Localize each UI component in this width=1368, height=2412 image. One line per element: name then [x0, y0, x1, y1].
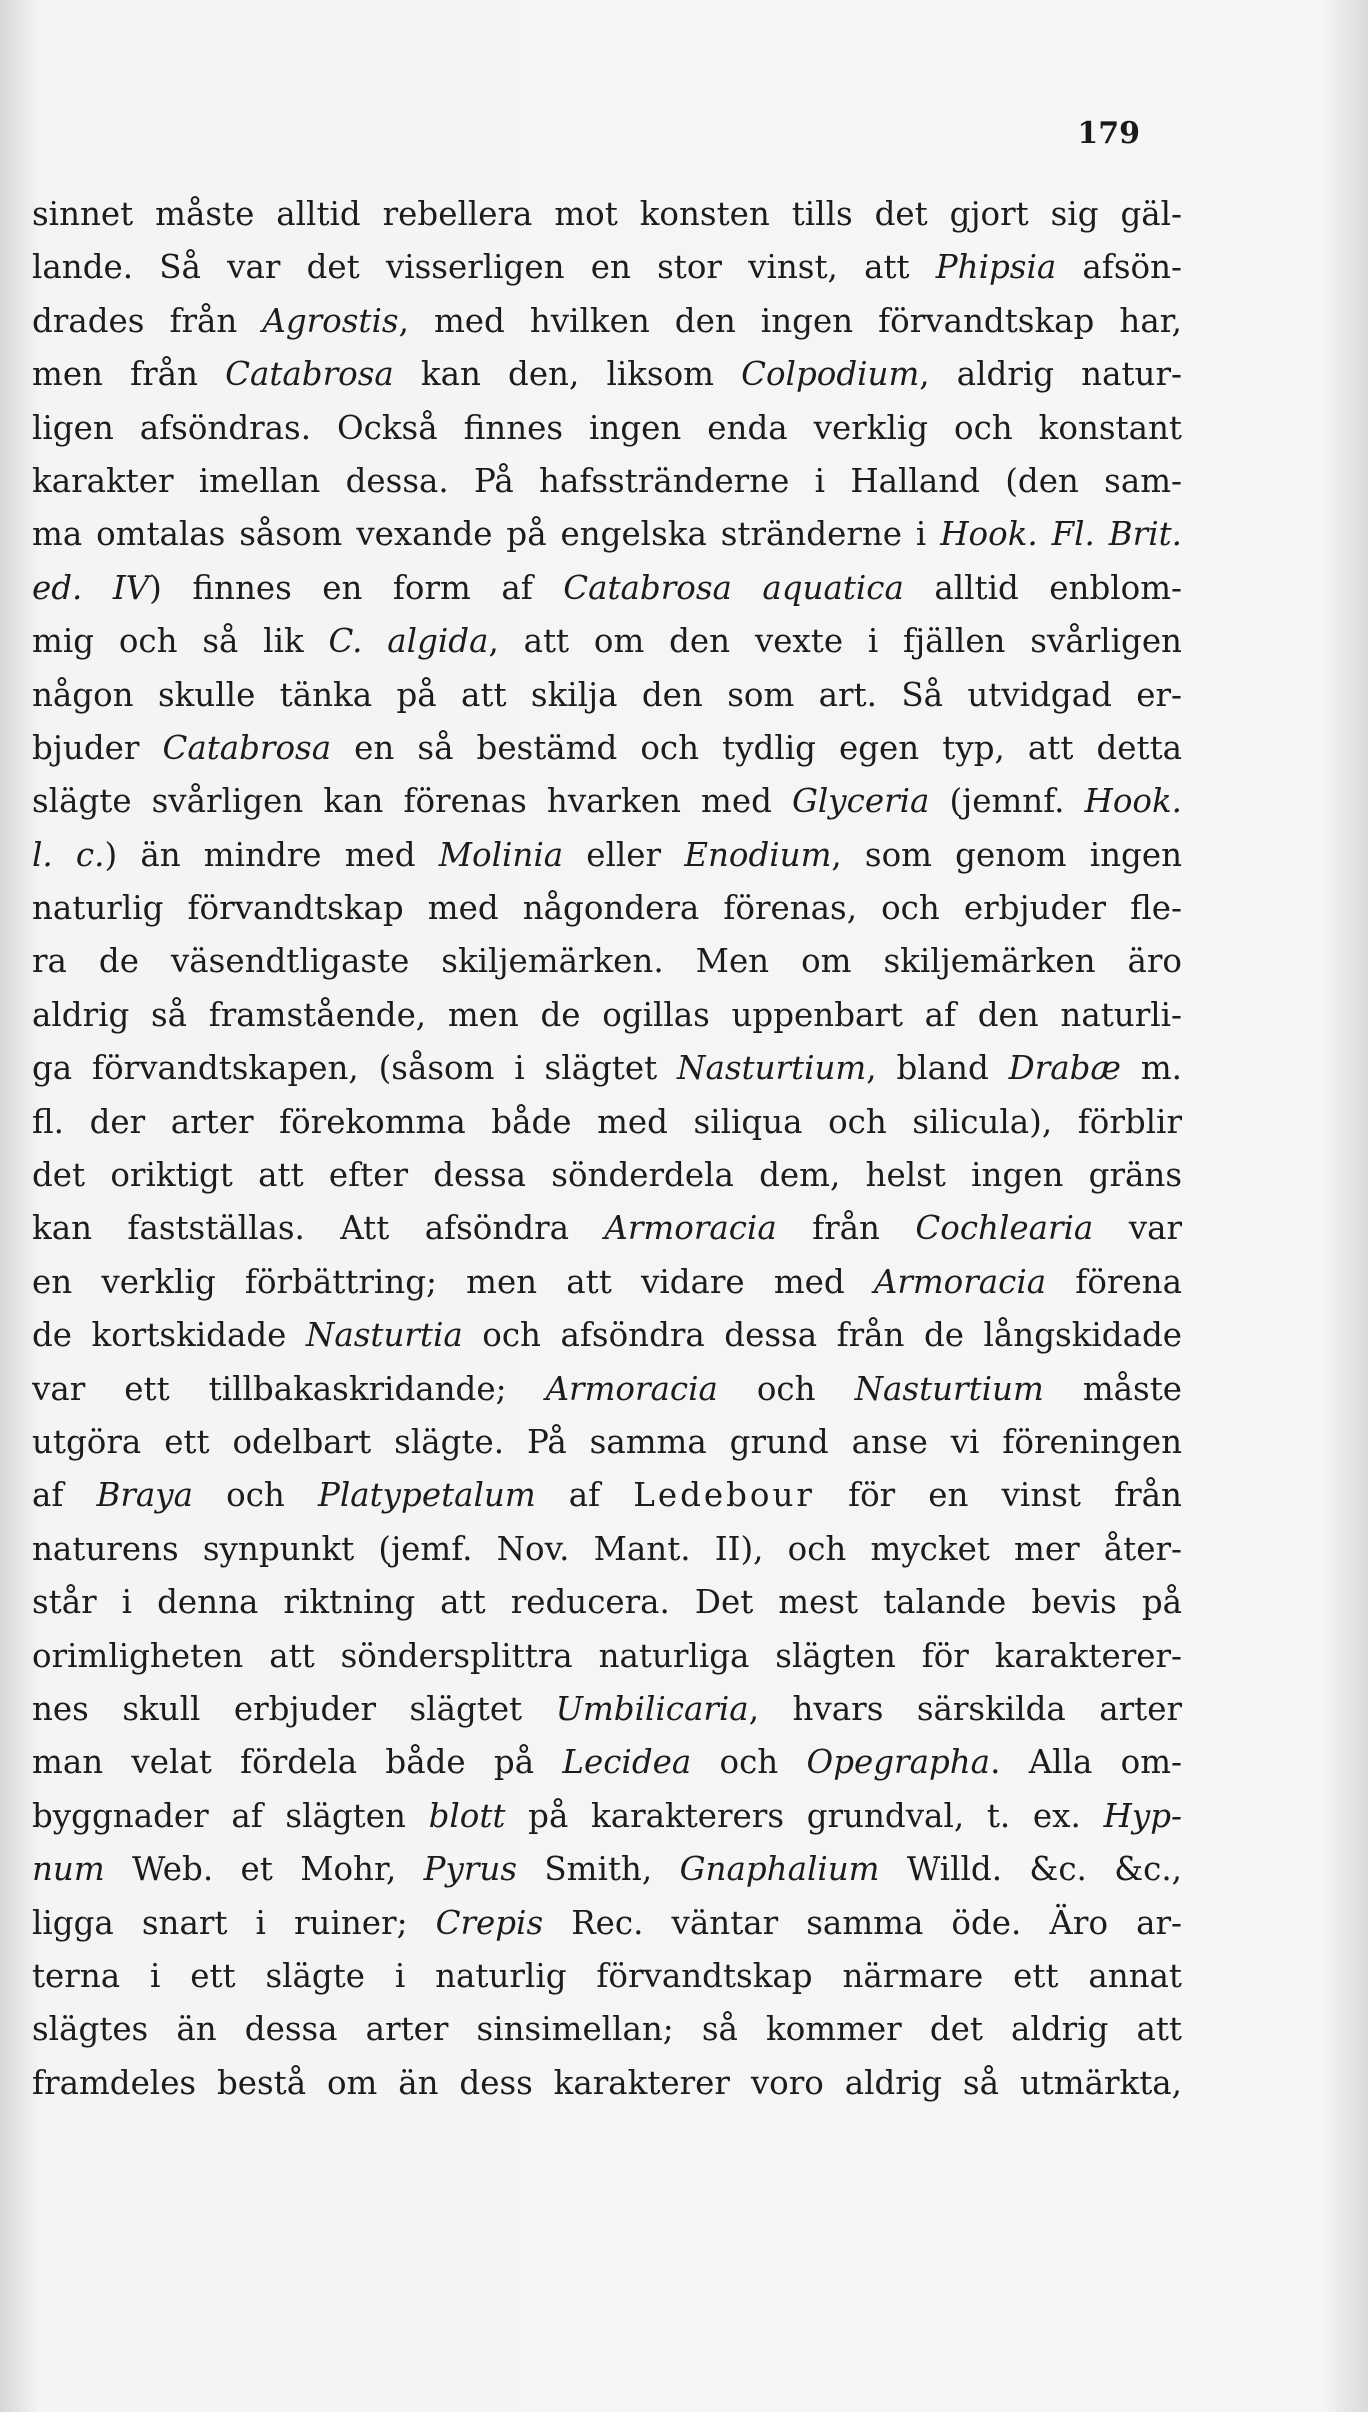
- text-line: [32, 1256, 1182, 1309]
- italic-text: Armoracia: [545, 1369, 718, 1408]
- text-line: [32, 1149, 1182, 1202]
- italic-text: Crepis: [435, 1903, 544, 1942]
- italic-text: Gnaphalium: [679, 1850, 880, 1889]
- text-line: [32, 722, 1182, 775]
- text-segment: karakter imellan dessa. På hafsstränderne i Halland (den sam-: [32, 461, 1182, 500]
- text-segment: ) finnes en form af: [149, 568, 564, 607]
- italic-text: C. algida: [328, 622, 489, 661]
- text-line: [32, 1736, 1182, 1789]
- text-segment: bjuder: [32, 728, 163, 767]
- text-segment: fl. der arter förekomma både med siliqua och silicula), förblir: [32, 1102, 1182, 1141]
- text-line: [32, 1897, 1182, 1950]
- text-segment: de kortskidade: [32, 1316, 306, 1355]
- text-segment: förena: [1046, 1262, 1182, 1301]
- text-line: [32, 1950, 1182, 2003]
- text-segment: utgöra ett odelbart slägte. På samma grund anse vi föreningen: [32, 1422, 1182, 1461]
- text-segment: framdeles bestå om än dess karakterer voro aldrig så utmärkta,: [32, 2063, 1182, 2102]
- text-line: [32, 829, 1182, 882]
- text-segment: det oriktigt att efter dessa sönderdela dem, helst ingen gräns: [32, 1156, 1182, 1195]
- text-segment: ligen afsöndras. Också finnes ingen enda verklig och konstant: [32, 408, 1182, 447]
- text-line: [32, 188, 1182, 241]
- text-segment: man velat fördela både på: [32, 1743, 563, 1782]
- text-segment: byggnader af slägten: [32, 1796, 429, 1835]
- text-segment: , som genom ingen: [831, 835, 1182, 874]
- text-segment: och: [691, 1743, 807, 1782]
- text-segment: Ledebour: [633, 1476, 815, 1515]
- italic-text: Catabrosa: [162, 728, 332, 767]
- italic-text: l. c.: [32, 835, 105, 874]
- text-segment: mig och så lik: [32, 622, 329, 661]
- text-line: [32, 1416, 1182, 1469]
- italic-text: Catabrosa: [225, 355, 394, 394]
- text-segment: måste: [1043, 1369, 1182, 1408]
- text-segment: naturens synpunkt (jemf. Nov. Mant. II), och mycket mer åter-: [32, 1529, 1182, 1568]
- italic-text: Lecidea: [562, 1743, 692, 1782]
- text-line: [32, 669, 1182, 722]
- text-line: [32, 1523, 1182, 1576]
- italic-text: Armoracia: [604, 1209, 777, 1248]
- text-line: [32, 1790, 1182, 1843]
- text-segment: var ett tillbakaskridande;: [32, 1369, 546, 1408]
- text-segment: från: [776, 1209, 916, 1248]
- text-segment: , bland: [866, 1049, 1009, 1088]
- text-line: [32, 562, 1182, 615]
- text-segment: en så bestämd och tydlig egen typ, att detta: [331, 728, 1182, 767]
- text-segment: eller: [563, 835, 685, 874]
- text-segment: men från: [32, 355, 226, 394]
- body-text: [32, 188, 1182, 2110]
- text-segment: Web. et Mohr,: [104, 1850, 424, 1889]
- text-segment: står i denna riktning att reducera. Det mest talande bevis på: [32, 1583, 1182, 1622]
- italic-text: Hyp-: [1103, 1796, 1182, 1835]
- text-line: [32, 2057, 1182, 2110]
- italic-text: Braya: [96, 1476, 194, 1515]
- italic-text: Armoracia: [873, 1262, 1047, 1301]
- text-segment: af: [535, 1476, 634, 1515]
- italic-text: Catabrosa aquatica: [563, 568, 904, 607]
- text-segment: Willd. &c. &c.,: [879, 1850, 1182, 1889]
- text-segment: för en vinst från: [814, 1476, 1182, 1515]
- text-line: [32, 882, 1182, 935]
- text-segment: . Alla om-: [990, 1743, 1182, 1782]
- text-segment: , att om den vexte i fjällen svårligen: [488, 622, 1182, 661]
- italic-text: Phipsia: [935, 248, 1057, 287]
- text-segment: lande. Så var det visserligen en stor vinst, att: [32, 248, 936, 287]
- text-line: [32, 1469, 1182, 1522]
- text-line: [32, 402, 1182, 455]
- text-segment: en verklig förbättring; men att vidare med: [32, 1262, 874, 1301]
- text-segment: slägte svårligen kan förenas hvarken med: [32, 782, 792, 821]
- text-segment: Rec. väntar samma öde. Äro ar-: [543, 1903, 1182, 1942]
- italic-text: Drabæ: [1008, 1049, 1121, 1088]
- italic-text: Colpodium: [741, 355, 920, 394]
- text-line: [32, 775, 1182, 828]
- italic-text: ed. IV: [32, 568, 150, 607]
- italic-text: Hook.: [1084, 782, 1182, 821]
- italic-text: Nasturtium: [854, 1369, 1044, 1408]
- text-line: [32, 348, 1182, 401]
- text-segment: (jemnf.: [929, 782, 1085, 821]
- page-number: 179: [1077, 116, 1140, 151]
- text-segment: och: [717, 1369, 855, 1408]
- text-segment: var: [1093, 1209, 1182, 1248]
- text-line: [32, 1630, 1182, 1683]
- text-segment: , med hvilken den ingen förvandtskap har,: [398, 301, 1182, 340]
- text-segment: afsön-: [1056, 248, 1182, 287]
- text-segment: drades från: [32, 301, 263, 340]
- text-segment: ra de väsendtligaste skiljemärken. Men om skiljemärken äro: [32, 942, 1182, 981]
- text-segment: terna i ett slägte i naturlig förvandtskap närmare ett annat: [32, 1956, 1182, 1995]
- text-line: [32, 1683, 1182, 1736]
- text-segment: naturlig förvandtskap med någondera förenas, och erbjuder fle-: [32, 889, 1182, 928]
- italic-text: Hook. Fl. Brit.: [940, 515, 1182, 554]
- italic-text: Glyceria: [791, 782, 930, 821]
- text-segment: sinnet måste alltid rebellera mot konsten tills det gjort sig gäl-: [32, 195, 1182, 233]
- text-line: [32, 1309, 1182, 1362]
- text-segment: aldrig så framstående, men de ogillas uppenbart af den naturli-: [32, 995, 1182, 1034]
- italic-text: Platypetalum: [317, 1476, 536, 1515]
- text-segment: kan fastställas. Att afsöndra: [32, 1209, 605, 1248]
- text-segment: någon skulle tänka på att skilja den som art. Så utvidgad er-: [32, 675, 1182, 714]
- text-line: [32, 2003, 1182, 2056]
- text-segment: , hvars särskilda arter: [748, 1689, 1182, 1728]
- italic-text: Nasturtium: [677, 1049, 867, 1088]
- text-segment: på karakterers grundval, t. ex.: [505, 1796, 1104, 1835]
- italic-text: Nasturtia: [305, 1316, 463, 1355]
- text-line: [32, 1843, 1182, 1896]
- text-segment: ga förvandtskapen, (såsom i slägtet: [32, 1049, 678, 1088]
- italic-text: Agrostis: [262, 301, 399, 340]
- text-segment: ligga snart i ruiner;: [32, 1903, 436, 1942]
- text-segment: Smith,: [517, 1850, 680, 1889]
- text-line: [32, 295, 1182, 348]
- italic-text: Umbilicaria: [555, 1689, 749, 1728]
- italic-text: num: [32, 1850, 105, 1889]
- text-segment: och afsöndra dessa från de långskidade: [462, 1316, 1182, 1355]
- text-segment: kan den, liksom: [393, 355, 742, 394]
- text-segment: ma omtalas såsom vexande på engelska stränderne i: [32, 515, 941, 554]
- text-line: [32, 241, 1182, 294]
- text-segment: orimligheten att söndersplittra naturliga slägten för karakterer-: [32, 1636, 1182, 1675]
- text-segment: slägtes än dessa arter sinsimellan; så kommer det aldrig att: [32, 2010, 1182, 2049]
- italic-text: Enodium: [684, 835, 832, 874]
- text-segment: af: [32, 1476, 97, 1515]
- text-line: [32, 989, 1182, 1042]
- text-line: [32, 1363, 1182, 1416]
- text-segment: ) än mindre med: [104, 835, 439, 874]
- text-segment: m.: [1120, 1049, 1182, 1088]
- italic-text: Opegrapha: [806, 1743, 991, 1782]
- text-line: [32, 455, 1182, 508]
- text-segment: och: [193, 1476, 318, 1515]
- text-line: [32, 1096, 1182, 1149]
- text-line: [32, 508, 1182, 561]
- text-line: [32, 1042, 1182, 1095]
- italic-text: Molinia: [438, 835, 564, 874]
- text-line: [32, 615, 1182, 668]
- text-segment: nes skull erbjuder slägtet: [32, 1689, 556, 1728]
- text-line: [32, 935, 1182, 988]
- italic-text: blott: [428, 1796, 506, 1835]
- text-segment: alltid enblom-: [903, 568, 1182, 607]
- italic-text: Pyrus: [423, 1850, 518, 1889]
- text-line: [32, 1202, 1182, 1255]
- italic-text: Cochlearia: [915, 1209, 1094, 1248]
- text-segment: , aldrig natur-: [919, 355, 1182, 394]
- text-line: [32, 1576, 1182, 1629]
